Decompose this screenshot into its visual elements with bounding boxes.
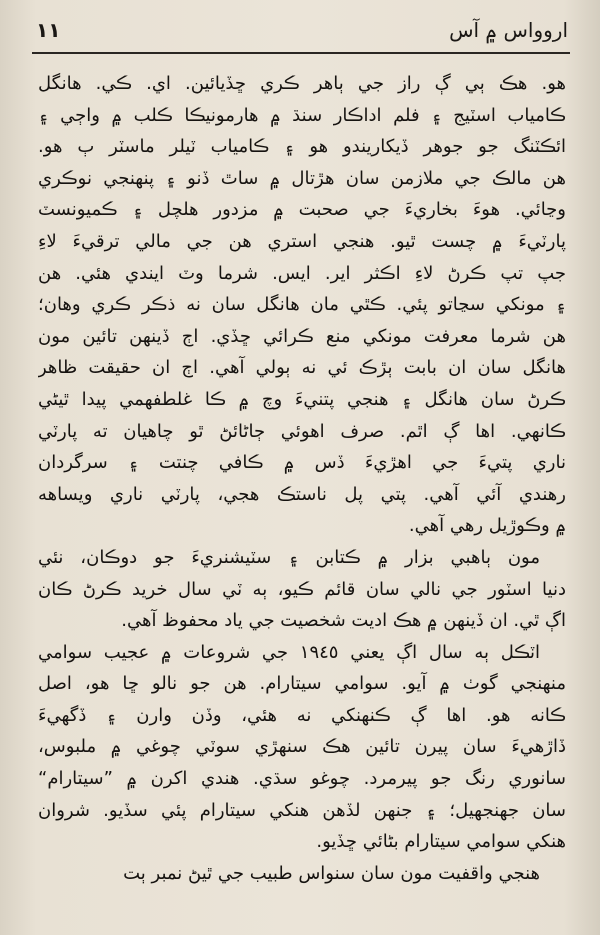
chapter-title: اروواس ۾ آس xyxy=(449,18,568,42)
text-line: دنيا اسٽور جي نالي سان قائم ڪيو، ٻه ٽي سال خريد ڪرڻ ڪان xyxy=(38,578,566,600)
text-line: هو. هڪ ٻي ڳ راز جي ٻاهر ڪري ڇڏيائين. اي. ڪي. هانگل xyxy=(38,73,566,94)
text-line: وڃائي. هوءَ بخاريءَ جي صحبت ۾ مزدور هلچل ۽ ڪميونسٽ xyxy=(38,199,566,221)
text-line: ۽ مونکي سڃاتو پئي. ڪٿي مان هانگل سان نه ذڪر ڪري وهان؛ xyxy=(38,294,566,316)
text-line: ۾ وڪوڙيل رهي آهي. xyxy=(408,515,566,537)
text-line: مون ٻاهبي بزار ۾ ڪتابن ۽ سٽيشنريءَ جو دوڪان، نئي xyxy=(38,546,540,568)
text-line: اٽڪل ٻه سال اڳ يعني ١٩٤٥ جي شروعات ۾ عجيب سوامي xyxy=(38,641,540,663)
text-line: ائڪٽنگ جو جوهر ڏيکاريندو هو ۽ ڪامياب ٽيلر ماسٽر ٻ هو. xyxy=(38,136,566,158)
page-number: ١١ xyxy=(36,18,61,42)
running-header xyxy=(36,18,568,50)
text-line: جپ تپ ڪرڻ لاءِ اڪثر اير. ايس. شرما وٽ ايندي هئي. هن xyxy=(38,262,566,284)
text-line: سانوري رنگ جو پيرمرد. چوغو سڌي. هندي اکرن ۾ ”سيتارام“ xyxy=(38,768,566,790)
text-line: هنکي سوامي سيتارام بڻائي ڇڏيو. xyxy=(316,831,566,853)
text-line: ڪرڻ سان هانگل ۽ هنجي پتنيءَ وچ ۾ ڪا غلطفهمي پيدا ٿيڻي xyxy=(38,388,566,410)
text-line: هنجي واقفيت مون سان سنواس طبيب جي ٿيڻ نمبر ٻت xyxy=(123,862,540,884)
text-line: هانگل سان ان بابت ٻڙڪ ئي نه ٻولي آهي. اڄ ان حقيقت ظاهر xyxy=(38,357,566,379)
text-line: پارٽيءَ ۾ چست ٿيو. هنجي استري هن جي مالي ترقيءَ لاءِ xyxy=(38,230,566,252)
text-line: ڏاڙهيءَ سان پيرن تائين هڪ سنهڙي سوٽي چوغي ۾ ملبوس، xyxy=(38,736,566,758)
text-line: ڪامياب اسٽيج ۽ فلم اداڪار سنڌ ۾ هارمونيڪا ڪلب ۾ واڄي ۽ xyxy=(38,104,566,126)
header-rule xyxy=(32,52,570,54)
text-line: هن شرما معرفت مونکي منع ڪرائي ڇڏي. اڄ ڏينهن تائين مون xyxy=(38,325,566,347)
text-line: رهندي آئي آهي. پتي پل ناستڪ هجي، پارٽي ناري ويساهه xyxy=(38,483,566,505)
text-line: ڪانهي. اها ڳ اٿم. صرف اهوئي ڄاڻائڻ ٿو چاهيان ته پارٽي xyxy=(38,420,566,442)
text-line: سان جهنجهيل؛ ۽ جنهن لڏهن هنکي سيتارام پئي سڏيو. شروان xyxy=(38,799,566,821)
text-line: ڪانه هو. اها ڳ ڪنهنکي نه هئي، وڏن وارن ۽ ڏگهيءَ xyxy=(38,704,566,726)
text-line: اڳ ٿي. ان ڏينهن ۾ هڪ اديت شخصيت جي ياد محفوظ آهي. xyxy=(121,610,566,632)
text-line: ناري پتيءَ جي اهڙيءَ ڏس ۾ ڪافي چنتت ۽ سرگردان xyxy=(38,452,566,474)
text-line: منهنجي گوٺ ۾ آيو. سوامي سيتارام. هن جو نالو ڇا هو، اصل xyxy=(38,673,566,695)
text-line: هن مالڪ جي ملازمن سان هڙتال ۾ ساٿ ڏنو ۽ پنهنجي نوڪري xyxy=(38,167,566,189)
page-body-text xyxy=(38,68,566,889)
